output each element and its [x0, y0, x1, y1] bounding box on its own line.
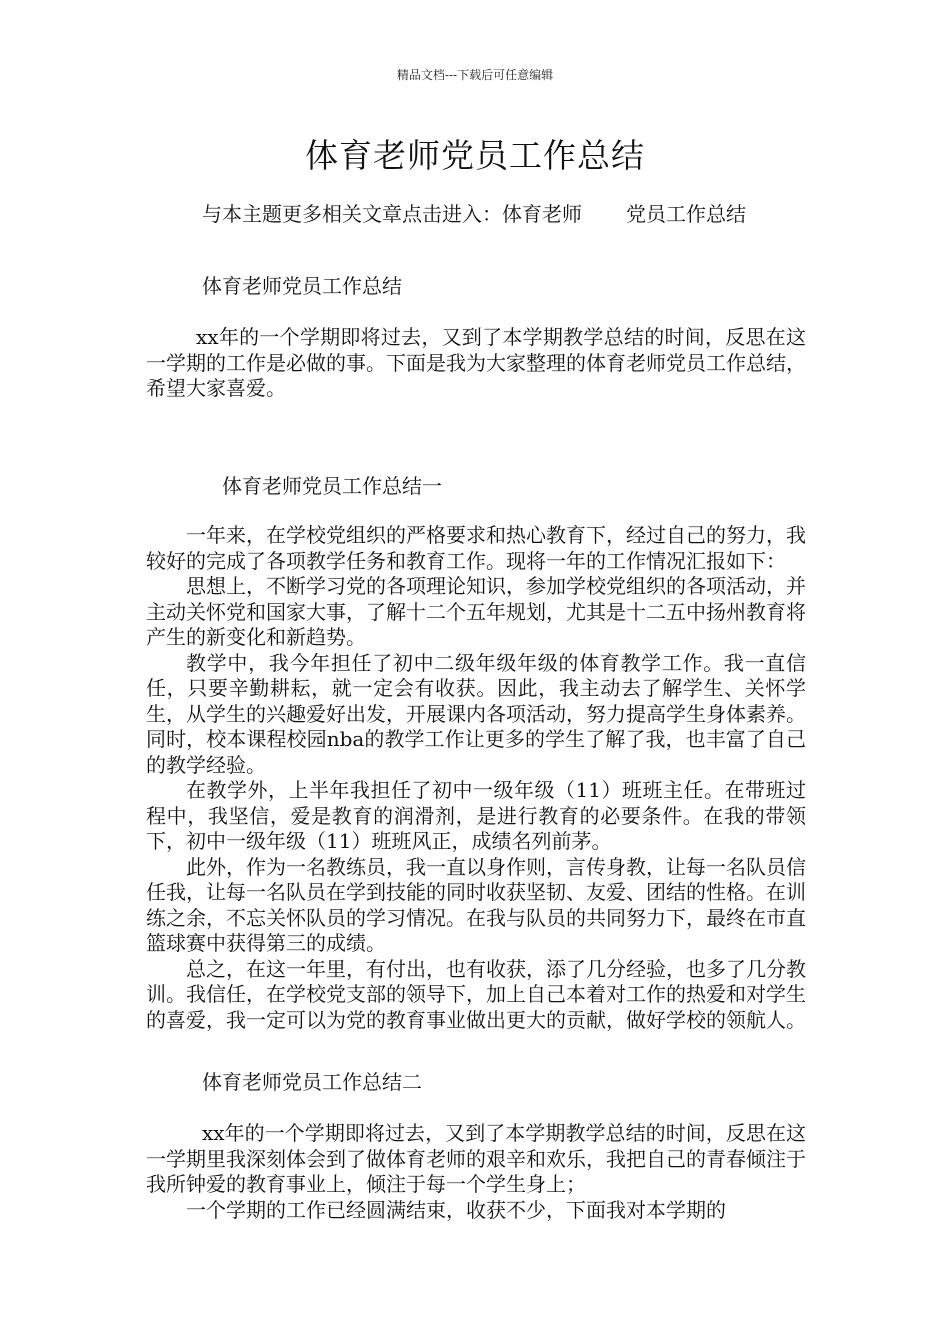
section-heading-main: 体育老师党员工作总结 [202, 274, 402, 298]
section-one-body [146, 523, 806, 1033]
section-heading-one: 体育老师党员工作总结一 [222, 474, 442, 498]
header-note: 精品文档---下载后可任意编辑 [396, 68, 554, 82]
related-link-pe-teacher[interactable]: 体育老师 [502, 202, 582, 226]
section-two-body [146, 1121, 806, 1223]
section-one-paragraph: 一年来，在学校党组织的严格要求和热心教育下，经过自己的努力，我较好的完成了各项教学任务和教育工作。现将一年的工作情况汇报如下： [146, 523, 806, 573]
section-one-paragraph: 此外，作为一名教练员，我一直以身作则，言传身教，让每一名队员信任我，让每一名队员在学到技能的同时收获坚韧、友爱、团结的性格。在训练之余，不忘关怀队员的学习情况。在我与队员的共同努力下，最终在市直篮球赛中获得第三的成绩。 [146, 854, 806, 955]
related-articles-line [202, 198, 822, 227]
section-one-paragraph: 思想上，不断学习党的各项理论知识，参加学校党组织的各项活动，并主动关怀党和国家大事，了解十二个五年规划，尤其是十二五中扬州教育将产生的新变化和新趋势。 [146, 574, 806, 649]
intro-paragraph: xx年的一个学期即将过去，又到了本学期教学总结的时间，反思在这一学期的工作是必做的事。下面是我为大家整理的体育老师党员工作总结，希望大家喜爱。 [146, 325, 806, 400]
section-two-paragraph: 一个学期的工作已经圆满结束，收获不少，下面我对本学期的 [186, 1197, 726, 1222]
related-link-party-summary[interactable]: 党员工作总结 [626, 202, 746, 226]
section-one-paragraph: 在教学外，上半年我担任了初中一级年级（11）班班主任。在带班过程中，我坚信，爱是教育的润滑剂，是进行教育的必要条件。在我的带领下，初中一级年级（11）班班风正，成绩名列前茅。 [146, 778, 806, 853]
page-title: 体育老师党员工作总结 [305, 136, 645, 175]
related-prefix: 与本主题更多相关文章点击进入： [202, 202, 502, 226]
section-two-paragraph: xx年的一个学期即将过去，又到了本学期教学总结的时间，反思在这一学期里我深刻体会到了做体育老师的艰辛和欢乐，我把自己的青春倾注于我所钟爱的教育事业上，倾注于每一个学生身上； [146, 1121, 806, 1196]
section-heading-two: 体育老师党员工作总结二 [202, 1070, 422, 1094]
section-one-paragraph: 教学中，我今年担任了初中二级年级年级的体育教学工作。我一直信任，只要辛勤耕耘，就一定会有收获。因此，我主动去了解学生、关怀学生，从学生的兴趣爱好出发，开展课内各项活动，努力提高学生身体素养。同时，校本课程校园nba的教学工作让更多的学生了解了我，也丰富了自己的教学经验。 [146, 650, 806, 777]
intro-paragraph-block [146, 325, 806, 402]
section-one-paragraph: 总之，在这一年里，有付出，也有收获，添了几分经验，也多了几分教训。我信任，在学校党支部的领导下，加上自己本着对工作的热爱和对学生的喜爱，我一定可以为党的教育事业做出更大的贡献，做好学校的领航人。 [146, 956, 806, 1032]
